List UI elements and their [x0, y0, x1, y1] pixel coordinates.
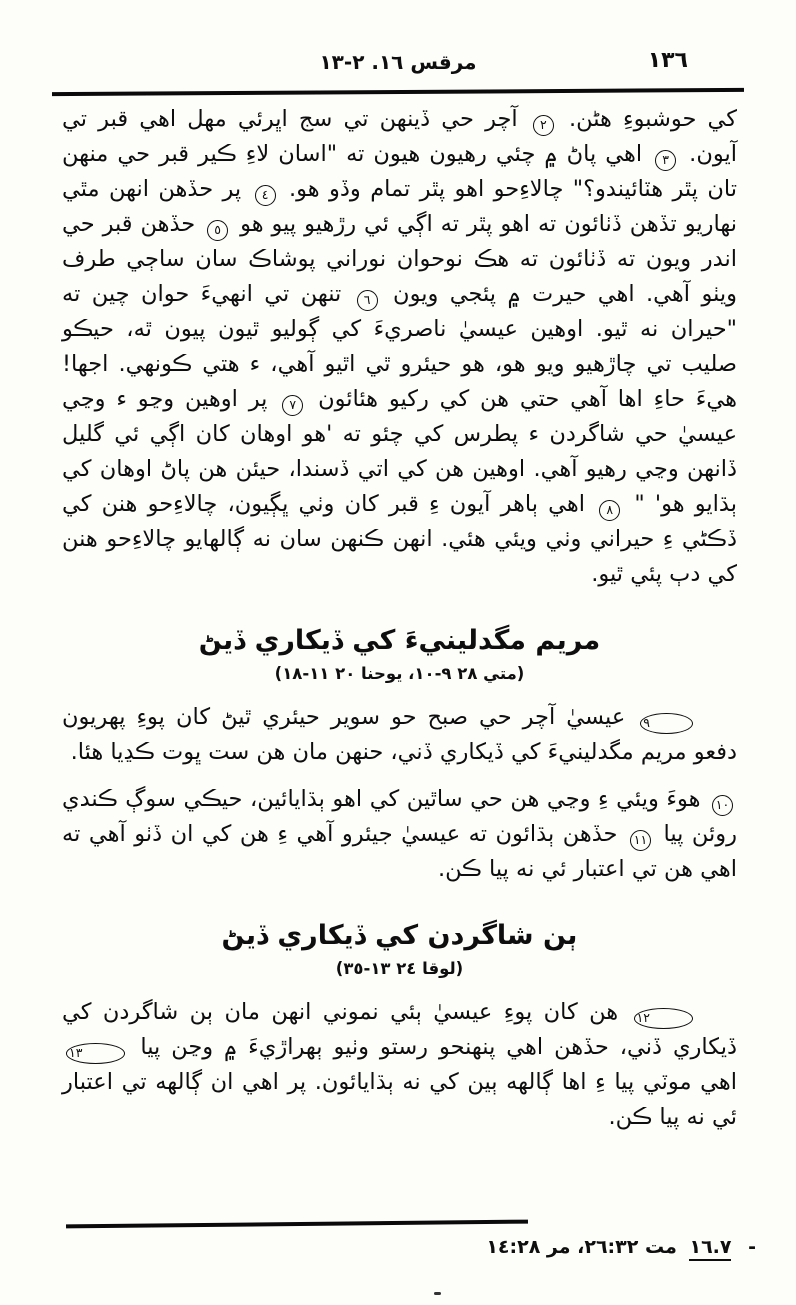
paragraph-verses-12-13: [62, 995, 737, 1135]
footer-rule: [66, 1220, 528, 1229]
verse-number: ١٢: [634, 1008, 693, 1029]
verse-number: ٦: [357, 290, 378, 311]
verse-text: اهي موٽي پيا ءِ اها ڳالهه ٻين کي نه ٻڌايائون. پر اهي ان ڳالهه تي اعتبار ئي نه پيا ڪن.: [62, 1069, 737, 1130]
paragraph-verse-9: [62, 700, 737, 770]
verse-text: اهي پاڻ ۾ چئي رهيون هيون ته "اسان لاءِ ڪير قبر حي منهن تان پٿر هٽائيندو؟" چالاءِحو اهو پٿر تمام وڏو هو.: [62, 141, 737, 202]
scan-speck: [434, 1292, 441, 1295]
verse-number: ٥: [207, 220, 228, 241]
verse-text: پر حڏهن انهن مٿي نهاريو تڏهن ڏٺائون ته اهو پٿر ته اڳي ئي رڙهيو پيو هو: [62, 176, 737, 237]
footnote-marker: -: [748, 1236, 756, 1258]
verse-number: ١٣: [66, 1043, 125, 1064]
verse-text: آچر حي ڏينهن تي سج اڀرئي مهل اهي قبر تي آيون.: [62, 106, 737, 167]
verse-number: ٢: [533, 115, 554, 136]
footnote-text: مت ٢٦:٣٢، مر ١٤:٢٨: [486, 1236, 677, 1258]
verse-text: هن کان پوءِ عيسيٰ ٻئي نموني انهن مان ٻن شاگردن کي ڏيکاري ڏني، حڏهن اهي پنهنحو رستو وٺيو ٻهراڙيءَ ۾ وڃن پيا: [62, 999, 737, 1060]
verse-number: ١١: [630, 830, 651, 851]
verse-number: ٩: [640, 713, 693, 734]
verse-number: ٧: [282, 395, 303, 416]
section-references-two-disciples: (لوقا ٢٤ ١٣-٣٥): [335, 959, 464, 978]
paragraph-verses-10-11: [62, 782, 737, 887]
verse-text: هوءَ ويئي ءِ وڃي هن حي ساٿين کي اهو ٻڌايائين، حيڪي سوڳ ڪندي روئن پيا: [62, 786, 737, 847]
verse-text: پر اوهين وڃو ء وڃي عيسيٰ حي شاگردن ء پطرس کي چئو ته 'هو اوهان کان اڳي ئي گليل ڏانهن وڃي رهيو آهي. اوهين هن کي اتي ڏسندا، حيئن هن پاڻ اوهان کي ٻڌايو هو' ": [62, 386, 737, 517]
verse-number: ١٠: [712, 795, 733, 816]
verse-number: ٤: [255, 185, 276, 206]
section-heading-mary-magdalene: مريم مگدلينيءَ کي ڏيکاري ڏيڻ: [198, 625, 601, 656]
verse-text: حڏهن ٻڌائون ته عيسيٰ جيئرو آهي ءِ هن کي ان ڏٺو آهي ته اهي هن تي اعتبار ئي نه پيا ڪن.: [62, 821, 737, 882]
verse-number: ٨: [599, 500, 620, 521]
verse-text: اهي ٻاهر آيون ءِ قبر کان وٺي ڀڳيون، چالاءِحو هنن کي ڏڪڻي ءِ حيراني وٺي ويئي هئي. انهن ڪنهن سان نه ڳالهايو چالاءِحو هنن کي دٻ پئي ٿيو.: [62, 491, 737, 587]
verse-text: تنهن تي انهيءَ حوان چين ته "حيران نه ٿيو. اوهين عيسيٰ ناصريءَ کي ڳوليو ٿيون پيون ٿه، حيڪو صليب تي چاڙهيو ويو هو، هو حيئرو ٿي اٿيو آهي، ء هتي ڪونهي. اجها! هيءَ حاءِ اها آهي حتي هن کي رکيو هئائون: [62, 281, 737, 412]
section-references-mary-magdalene: (متي ٢٨ ٩-١٠، يوحنا ٢٠ ١١-١٨): [274, 664, 525, 683]
opening-paragraph: [62, 102, 737, 592]
verse-text: حڏهن قبر حي اندر ويون ته ڏٺائون ته هڪ نوحوان نوراني پوشاڪ سان ساڄي طرف ويٺو آهي. اهي حيرت ۾ پئجي ويون: [62, 211, 737, 307]
page-content: [62, 102, 737, 1135]
section-heading-two-disciples: ٻن شاگردن کي ڏيکاري ڏيڻ: [221, 920, 578, 951]
verse-text: کي حوشبوءِ هڻن.: [557, 106, 737, 132]
header-rule: [52, 88, 744, 96]
verse-text: عيسيٰ آچر حي صبح حو سوير حيئري ٿيڻ کان پوءِ پهريون دفعو مريم مگدلينيءَ کي ڏيکاري ڏني، حنهن مان هن ست ڀوت ڪڍيا هئا.: [62, 704, 737, 765]
verse-number: ٣: [655, 150, 676, 171]
footnote-verse-reference: ١٦.٧: [689, 1236, 731, 1261]
page-number: ١٣٦: [647, 48, 688, 73]
chapter-reference: مرقس ١٦. ٢-١٣: [319, 50, 477, 74]
footnote: [486, 1236, 756, 1258]
